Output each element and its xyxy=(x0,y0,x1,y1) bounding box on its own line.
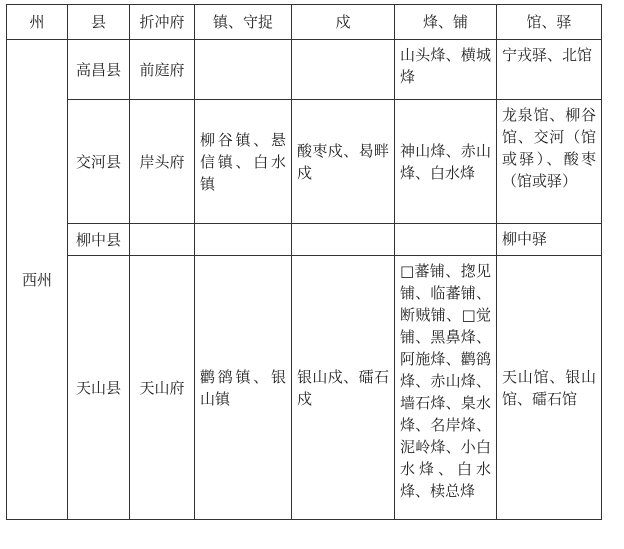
header-garrison-town: 镇、守捉 xyxy=(195,5,292,40)
county-cell: 交河县 xyxy=(68,100,130,224)
shu-cell xyxy=(292,40,395,100)
feng-cell: 山头烽、横城烽 xyxy=(395,40,497,100)
county-cell: 柳中县 xyxy=(68,224,130,256)
prefecture-cell: 西州 xyxy=(7,40,68,520)
header-outpost: 戍 xyxy=(292,5,395,40)
shu-cell: 酸枣戍、曷畔戍 xyxy=(292,100,395,224)
fu-cell: 岸头府 xyxy=(130,100,195,224)
zhen-cell: 鹳鹆镇、银山镇 xyxy=(195,256,292,520)
feng-cell xyxy=(395,224,497,256)
header-row xyxy=(7,5,602,40)
guan-cell: 龙泉馆、柳谷馆、交河（馆或驿）、酸枣（馆或驿） xyxy=(497,100,602,224)
table-row xyxy=(7,256,602,520)
shu-cell: 银山戍、礌石戍 xyxy=(292,256,395,520)
zhen-cell xyxy=(195,40,292,100)
table-row xyxy=(7,100,602,224)
feng-cell: 神山烽、赤山烽、白水烽 xyxy=(395,100,497,224)
zhen-cell xyxy=(195,224,292,256)
header-relay-station: 馆、驿 xyxy=(497,5,602,40)
zhen-cell: 柳谷镇、悬信镇、白水镇 xyxy=(195,100,292,224)
county-cell: 天山县 xyxy=(68,256,130,520)
header-beacon-post: 烽、铺 xyxy=(395,5,497,40)
prefecture-institutions-table xyxy=(6,4,602,520)
guan-cell: 天山馆、银山馆、礌石馆 xyxy=(497,256,602,520)
guan-cell: 柳中驿 xyxy=(497,224,602,256)
fu-cell: 天山府 xyxy=(130,256,195,520)
guan-cell: 宁戎驿、北馆 xyxy=(497,40,602,100)
table-row xyxy=(7,40,602,100)
shu-cell xyxy=(292,224,395,256)
header-zhechong-fu: 折冲府 xyxy=(130,5,195,40)
feng-cell: □蕃铺、揔见铺、临蕃铺、断贼铺、□觉铺、黑鼻烽、阿施烽、鹳鹆烽、赤山烽、墙石烽、臬水烽、名岸烽、泥岭烽、小白水烽、白水烽、椟总烽 xyxy=(395,256,497,520)
fu-cell xyxy=(130,224,195,256)
table-row xyxy=(7,224,602,256)
county-cell: 高昌县 xyxy=(68,40,130,100)
header-prefecture: 州 xyxy=(7,5,68,40)
fu-cell: 前庭府 xyxy=(130,40,195,100)
header-county: 县 xyxy=(68,5,130,40)
